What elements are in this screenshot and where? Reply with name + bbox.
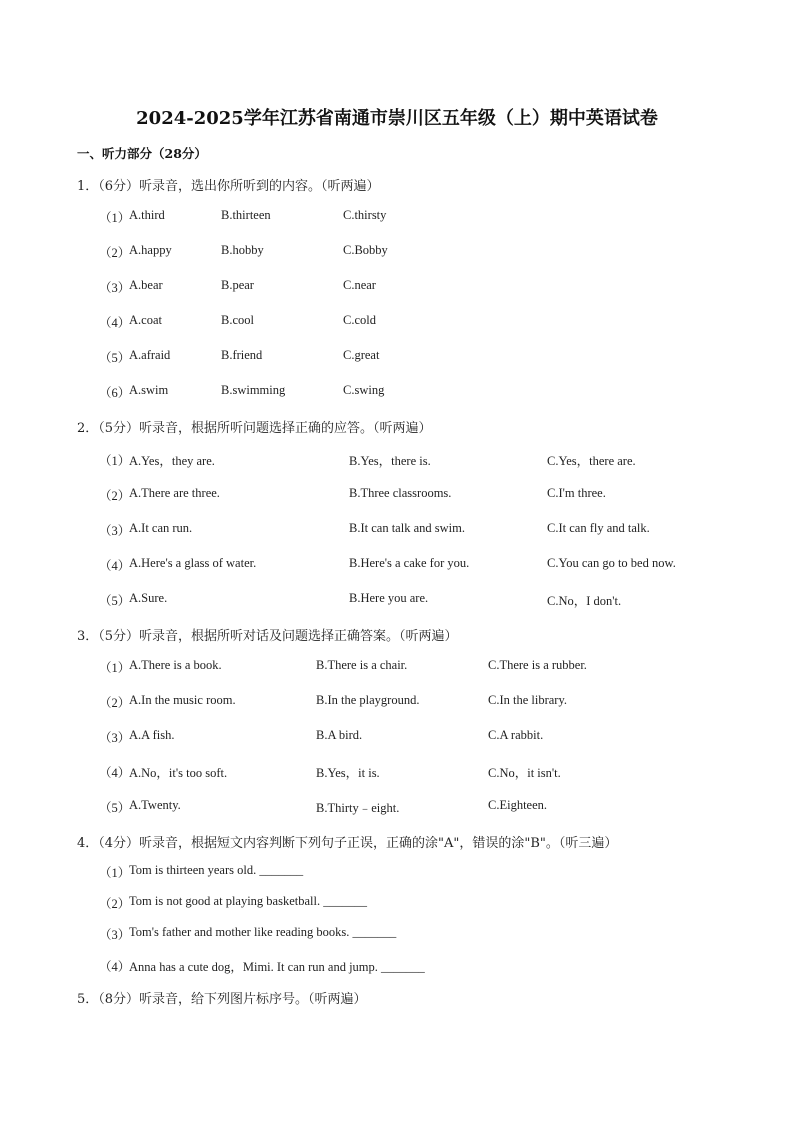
option-c: C.I'm three. — [547, 486, 606, 500]
option-a: A.happy — [129, 243, 172, 257]
option-a: A.third — [129, 208, 165, 222]
question-1-heading: 1．（6分）听录音，选出你所听到的内容。（听两遍） — [77, 179, 380, 194]
option-b: B.hobby — [221, 243, 264, 257]
option-b: B.Here you are. — [349, 591, 429, 605]
option-c: C.No，I don't. — [547, 594, 622, 608]
option-b: B.pear — [221, 278, 254, 292]
option-b: B.Yes，there is. — [349, 454, 431, 468]
item-number: （4） — [99, 316, 131, 330]
statement-text: Tom is not good at playing basketball. _______ — [129, 894, 367, 908]
option-b: B.It can talk and swim. — [349, 521, 465, 535]
statement-text: Tom's father and mother like reading books. _______ — [129, 925, 397, 939]
item-number: （4） — [99, 960, 131, 974]
option-b: B.Yes，it is. — [316, 766, 380, 780]
option-c: C.thirsty — [343, 208, 387, 222]
option-c: C.In the library. — [488, 693, 568, 707]
option-a: A.A fish. — [129, 728, 175, 742]
item-number: （3） — [99, 731, 131, 745]
option-b: B.Three classrooms. — [349, 486, 452, 500]
option-b: B.Thirty﹣eight. — [316, 801, 400, 815]
option-c: C.Eighteen. — [488, 798, 548, 812]
item-number: （2） — [99, 246, 131, 260]
item-number: （4） — [99, 559, 131, 573]
statement-text: Tom is thirteen years old. _______ — [129, 863, 304, 877]
option-a: A.No，it's too soft. — [129, 766, 228, 780]
option-b: B.friend — [221, 348, 263, 362]
option-a: A.Here's a glass of water. — [129, 556, 257, 570]
item-number: （1） — [99, 211, 131, 225]
item-number: （5） — [99, 351, 131, 365]
question-5-heading: 5．（8分）听录音，给下列图片标序号。（听两遍） — [77, 992, 367, 1007]
option-b: B.thirteen — [221, 208, 271, 222]
item-number: （3） — [99, 928, 131, 942]
option-b: B.In the playground. — [316, 693, 420, 707]
option-a: A.bear — [129, 278, 163, 292]
option-c: C.It can fly and talk. — [547, 521, 650, 535]
section-heading: 一、听力部分（28分） — [77, 146, 207, 161]
option-b: B.swimming — [221, 383, 286, 397]
option-a: A.Yes，they are. — [129, 454, 215, 468]
item-number: （2） — [99, 897, 131, 911]
option-a: A.There are three. — [129, 486, 220, 500]
item-number: （5） — [99, 801, 131, 815]
option-c: C.A rabbit. — [488, 728, 544, 742]
item-number: （3） — [99, 524, 131, 538]
option-c: C.Yes，there are. — [547, 454, 636, 468]
option-b: B.There is a chair. — [316, 658, 408, 672]
question-3-heading: 3．（5分）听录音，根据所听对话及问题选择正确答案。（听两遍） — [77, 629, 458, 644]
option-b: B.cool — [221, 313, 254, 327]
item-number: （4） — [99, 766, 131, 780]
item-number: （1） — [99, 866, 131, 880]
option-a: A.It can run. — [129, 521, 193, 535]
option-c: C.Bobby — [343, 243, 388, 257]
item-number: （1） — [99, 661, 131, 675]
item-number: （6） — [99, 386, 131, 400]
option-a: A.Sure. — [129, 591, 168, 605]
item-number: （2） — [99, 489, 131, 503]
option-b: B.Here's a cake for you. — [349, 556, 470, 570]
option-a: A.coat — [129, 313, 162, 327]
option-c: C.There is a rubber. — [488, 658, 587, 672]
statement-text: Anna has a cute dog，Mimi. It can run and jump. _______ — [129, 960, 425, 974]
item-number: （1） — [99, 454, 131, 468]
item-number: （5） — [99, 594, 131, 608]
option-c: C.near — [343, 278, 376, 292]
option-a: A.In the music room. — [129, 693, 236, 707]
option-a: A.swim — [129, 383, 169, 397]
option-c: C.great — [343, 348, 380, 362]
option-b: B.A bird. — [316, 728, 363, 742]
option-c: C.cold — [343, 313, 376, 327]
option-a: A.There is a book. — [129, 658, 222, 672]
item-number: （2） — [99, 696, 131, 710]
page-title: 2024-2025学年江苏省南通市崇川区五年级（上）期中英语试卷 — [136, 108, 658, 129]
option-c: C.swing — [343, 383, 385, 397]
option-c: C.No，it isn't. — [488, 766, 561, 780]
option-a: A.Twenty. — [129, 798, 181, 812]
option-c: C.You can go to bed now. — [547, 556, 676, 570]
option-a: A.afraid — [129, 348, 171, 362]
question-4-heading: 4．（4分）听录音，根据短文内容判断下列句子正误，正确的涂"A"，错误的涂"B"。（听三遍） — [77, 836, 618, 851]
item-number: （3） — [99, 281, 131, 295]
question-2-heading: 2．（5分）听录音，根据所听问题选择正确的应答。（听两遍） — [77, 421, 432, 436]
